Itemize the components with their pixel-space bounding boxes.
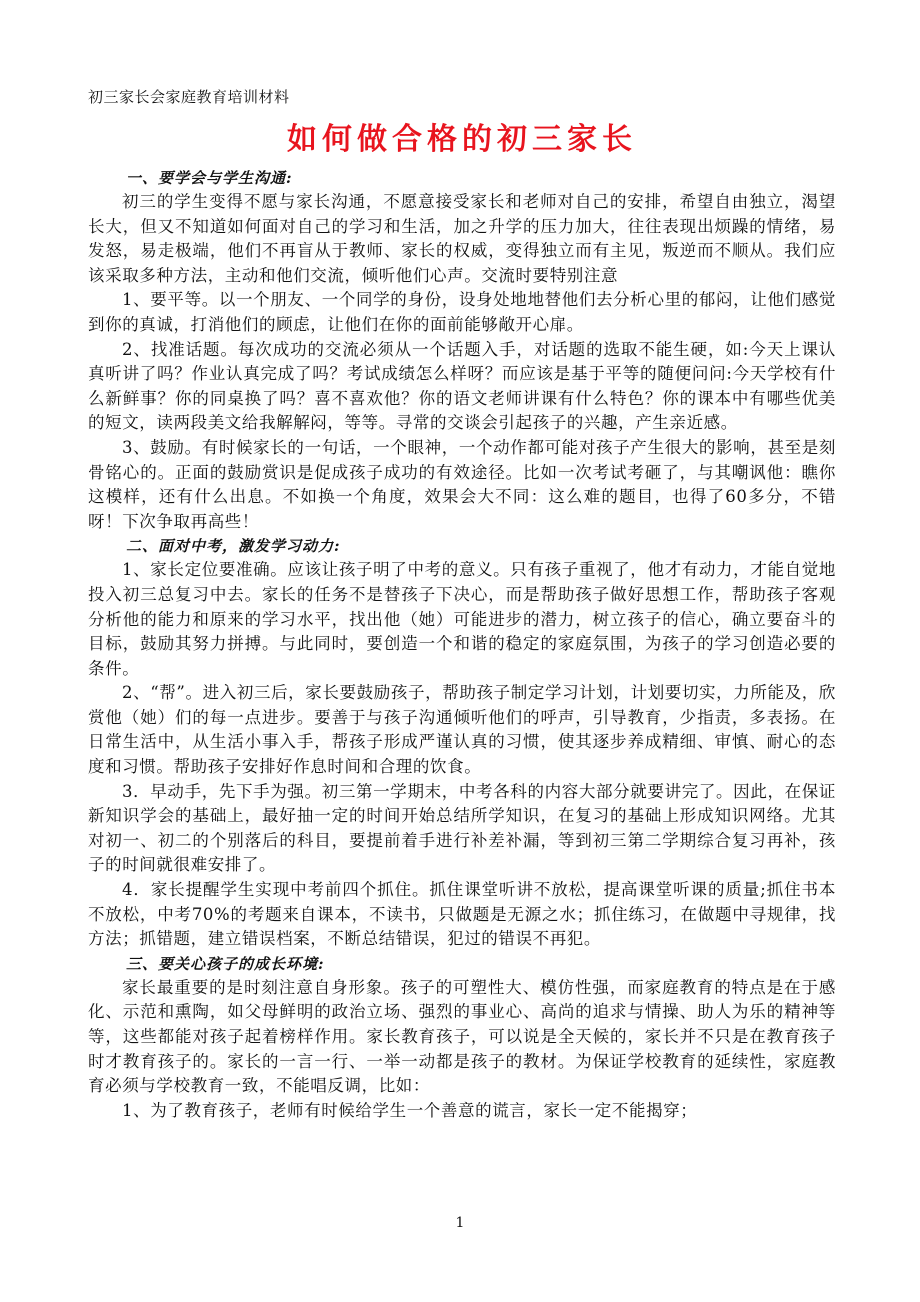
paragraph: 4．家长提醒学生实现中考前四个抓住。抓住课堂听讲不放松，提高课堂听课的质量;抓住书本不放松，中考70%的考题来自课本，不读书，只做题是无源之水；抓住练习，在做题中寻规律，找方法；抓错题，建立错误档案，不断总结错误，犯过的错误不再犯。 — [88, 880, 836, 949]
section-3 — [88, 952, 836, 1124]
paragraph: 初三的学生变得不愿与家长沟通，不愿意接受家长和老师对自己的安排，希望自由独立，渴望长大，但又不知道如何面对自己的学习和生活，加之升学的压力加大，往往表现出烦躁的情绪，易发怒，易走极端，他们不再盲从于教师、家长的权威，变得独立而有主见，叛逆而不顺从。我们应该采取多种方法，主动和他们交流，倾听他们心声。交流时要特别注意 — [88, 192, 836, 285]
paragraph: 1、要平等。以一个朋友、一个同学的身份，设身处地地替他们去分析心里的郁闷，让他们感觉到你的真诚，打消他们的顾虑，让他们在你的面前能够敞开心扉。 — [88, 290, 836, 334]
paragraph: 家长最重要的是时刻注意自身形象。孩子的可塑性大、模仿性强，而家庭教育的特点是在于感化、示范和熏陶，如父母鲜明的政治立场、强烈的事业心、高尚的追求与情操、助人为乐的精神等等，这些都能对孩子起着榜样作用。家长教育孩子，可以说是全天候的，家长并不只是在教育孩子时才教育孩子的。家长的一言一行、一举一动都是孩子的教材。为保证学校教育的延续性，家庭教育必须与学校教育一致，不能唱反调，比如： — [88, 977, 836, 1096]
document-title: 如何做合格的初三家长 — [287, 122, 637, 157]
section-2 — [88, 534, 836, 952]
section-heading: 三、要关心孩子的成长环境: — [126, 954, 325, 973]
paragraph: 2、找准话题。每次成功的交流必须从一个话题入手，对话题的选取不能生硬，如:今天上课认真听讲了吗？作业认真完成了吗？考试成绩怎么样呀？而应该是基于平等的随便问问:今天学校有什么新鲜事？你的同桌换了吗？喜不喜欢他？你的语文老师讲课有什么特色？你的课本中有哪些优美的短文，读两段美文给我解解闷，等等。寻常的交谈会引起孩子的兴趣，产生亲近感。 — [88, 339, 836, 433]
document-page — [88, 84, 836, 1123]
section-1 — [88, 166, 836, 534]
section-heading: 一、要学会与学生沟通: — [126, 169, 293, 187]
paragraph: 3、鼓励。有时候家长的一句话，一个眼神，一个动作都可能对孩子产生很大的影响，甚至是刻骨铭心的。正面的鼓励赏识是促成孩子成功的有效途径。比如一次考试考砸了，与其嘲讽他：瞧你这模样，还有什么出息。不如换一个角度，效果会大不同：这么难的题目，也得了60多分，不错呀！下次争取再高些！ — [88, 437, 836, 531]
paragraph: 2、“帮”。进入初三后，家长要鼓励孩子，帮助孩子制定学习计划，计划要切实，力所能及，欣赏他（她）们的每一点进步。要善于与孩子沟通倾听他们的呼声，引导教育，少指责，多表扬。在日常生活中，从生活小事入手，帮孩子形成严谨认真的习惯，使其逐步养成精细、审慎、耐心的态度和习惯。帮助孩子安排好作息时间和合理的饮食。 — [88, 683, 836, 777]
paragraph: 3．早动手，先下手为强。初三第一学期末，中考各科的内容大部分就要讲完了。因此，在保证新知识学会的基础上，最好抽一定的时间开始总结所学知识，在复习的基础上形成知识网络。尤其对初一、初二的个别落后的科目，要提前着手进行补差补漏，等到初三第二学期综合复习再补，孩子的时间就很难安排了。 — [88, 781, 836, 875]
paragraph: 1、为了教育孩子，老师有时候给学生一个善意的谎言，家长一定不能揭穿； — [122, 1100, 698, 1120]
header-note: 初三家长会家庭教育培训材料 — [88, 88, 290, 106]
section-heading: 二、面对中考，激发学习动力: — [126, 537, 341, 556]
paragraph: 1、家长定位要准确。应该让孩子明了中考的意义。只有孩子重视了，他才有动力，才能自觉地投入初三总复习中去。家长的任务不是替孩子下决心，而是帮助孩子做好思想工作，帮助孩子客观分析他的能力和原来的学习水平，找出他（她）可能进步的潜力，树立孩子的信心，确立要奋斗的目标，鼓励其努力拼搏。与此同时，要创造一个和谐的稳定的家庭氛围，为孩子的学习创造必要的条件。 — [88, 560, 836, 678]
page-number: 1 — [455, 1215, 465, 1231]
